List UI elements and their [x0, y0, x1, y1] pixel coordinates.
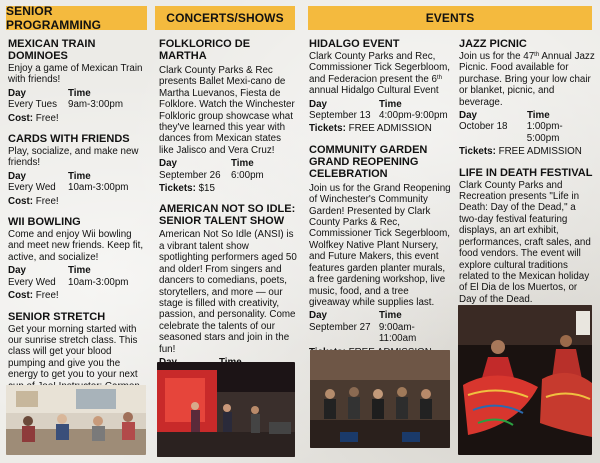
- item-title: COMMUNITY GARDEN GRAND REOPENING CELEBRATION: [309, 143, 428, 180]
- item-title: FOLKLORICO DE MARTHA: [159, 38, 251, 62]
- concerts-column: [159, 38, 297, 400]
- talent-show-image: [157, 362, 295, 457]
- talent-show-photo: [157, 362, 295, 457]
- events-left-column: [309, 38, 452, 365]
- senior-class-image: [6, 385, 146, 455]
- day-value: October 18: [459, 121, 508, 133]
- senior-item: [8, 38, 148, 124]
- day-value: September 27: [309, 321, 371, 333]
- cost-value: Free!: [35, 112, 59, 124]
- tickets-label: Tickets:: [459, 146, 496, 158]
- tickets-label: Tickets:: [309, 123, 346, 135]
- time-value: 9:00am-11:00am: [378, 321, 417, 345]
- cost-value: Free!: [35, 290, 59, 302]
- item-title: SENIOR STRETCH: [8, 310, 106, 323]
- item-description: Join us for the Grand Reopening of Winchester's Community Garden! Presented by Clark County Parks & Rec, Commissioner Tick Segerbloom, Wolfkey Native Plant Nursery, and Future Makers, this event features garden planter murals, a free gardening workshop, live music, food, and a tree giveaway while supplies last.: [309, 182, 451, 308]
- item-title: HIDALGO EVENT: [309, 38, 400, 50]
- item-description: American Not So Idle (ANSI) is a vibrant talent show spotlighting performers aged 50 and older! From singers and dancers to comedians, poets, storytellers, and more — our stage is filled with creativity, passion, and personality. Come celebrate the talents of our seasoned stars and join in the fun!: [159, 229, 297, 355]
- day-value: Every Wed: [8, 276, 56, 288]
- item-title: MEXICAN TRAIN DOMINOES: [8, 38, 96, 62]
- time-label: Time: [68, 170, 91, 182]
- item-description: Clark County Parks and Rec, Commissioner Tick Segerbloom, and Federacion present the 6th annual Hidalgo Cultural Event: [309, 51, 451, 97]
- tickets-value: $15: [198, 183, 215, 195]
- item-description: Enjoy a game of Mexican Train with friends!: [8, 63, 143, 86]
- day-label: Day: [159, 158, 177, 170]
- senior-stretch-photo: [6, 385, 146, 455]
- item-title: WII BOWLING: [8, 216, 81, 229]
- cost-label: Cost:: [8, 195, 34, 207]
- day-value: September 26: [159, 169, 221, 181]
- day-value: Every Tues: [8, 99, 58, 111]
- day-label: Day: [459, 110, 477, 122]
- item-description: Play, socialize, and make new friends!: [8, 146, 139, 169]
- item-description: Join us for the 47th Annual Jazz Picnic. Food available for purchase. Bring your low chair or blanket, picnic, and beverage.: [459, 51, 595, 108]
- cost-label: Cost:: [8, 112, 34, 124]
- event-item: [459, 38, 595, 158]
- time-label: Time: [231, 158, 254, 170]
- time-value: 6:00pm: [231, 169, 264, 181]
- time-label: Time: [68, 265, 91, 277]
- item-title: CARDS WITH FRIENDS: [8, 133, 130, 146]
- jazz-band-photo: [310, 350, 450, 448]
- day-value: September 13: [309, 110, 371, 122]
- time-label: Time: [379, 98, 402, 110]
- time-value: 9am-3:00pm: [68, 99, 123, 111]
- cost-value: Free!: [35, 195, 59, 207]
- event-item: [309, 144, 452, 358]
- folklorico-dancers-photo: [458, 305, 592, 455]
- senior-item: [8, 133, 148, 207]
- time-value: 1:00pm-5:00pm: [526, 121, 563, 144]
- time-value: 10am-3:00pm: [68, 182, 129, 194]
- concert-item: [159, 38, 297, 194]
- time-value: 10am-3:00pm: [68, 276, 129, 288]
- dancers-image: [458, 305, 592, 455]
- header-senior-programming: SENIOR PROGRAMMING: [6, 6, 147, 30]
- item-description: Get your morning started with our sunrise stretch class. This class will get your blood pumping and give you the energy to get you to your next: [8, 323, 138, 381]
- jazz-band-image: [310, 350, 450, 448]
- cost-label: Cost:: [8, 290, 34, 302]
- time-label: Time: [379, 310, 402, 322]
- day-label: Day: [8, 87, 26, 99]
- tickets-value: FREE ADMISSION: [348, 123, 432, 135]
- item-title: JAZZ PICNIC: [459, 38, 527, 50]
- item-title: AMERICAN NOT SO IDLE: SENIOR TALENT SHOW: [159, 203, 296, 228]
- day-label: Day: [8, 265, 26, 277]
- day-value: Every Wed: [8, 182, 56, 194]
- tickets-label: Tickets:: [159, 183, 196, 195]
- senior-column: [8, 38, 148, 424]
- item-description: Come and enjoy Wii bowling and meet new friends. Keep fit, active, and socialize!: [8, 229, 144, 263]
- header-concerts-shows: CONCERTS/SHOWS: [155, 6, 295, 30]
- item-description: Clark County Parks & Rec presents Ballet Mexi-cano de Martha Luevanos, Fiesta de Folklore. Watch the Winchester Folkloric group showcase what they've learned this year with dances from Mexican states like Jalisco and Vera Cruz!: [159, 65, 295, 156]
- event-item: [309, 38, 452, 135]
- day-label: Day: [309, 98, 327, 110]
- day-label: Day: [309, 310, 327, 322]
- time-label: Time: [68, 87, 91, 99]
- item-title: LIFE IN DEATH FESTIVAL: [459, 166, 593, 179]
- time-value: 4:00pm-9:00pm: [379, 110, 448, 122]
- header-events: EVENTS: [308, 6, 592, 30]
- senior-item: [8, 216, 148, 301]
- time-label: Time: [527, 110, 550, 122]
- item-description: Clark County Parks and Recreation presents "Life in Death: Day of the Dead," a two-day festival featuring displays, an art exhibit, performances, craft sales, and food vendors. The event will explore cultural traditions related to the Mexican holiday of El Dia de los Muertos, or Day of the Dead.: [459, 179, 591, 305]
- tickets-value: FREE ADMISSION: [498, 146, 582, 158]
- day-label: Day: [8, 170, 26, 182]
